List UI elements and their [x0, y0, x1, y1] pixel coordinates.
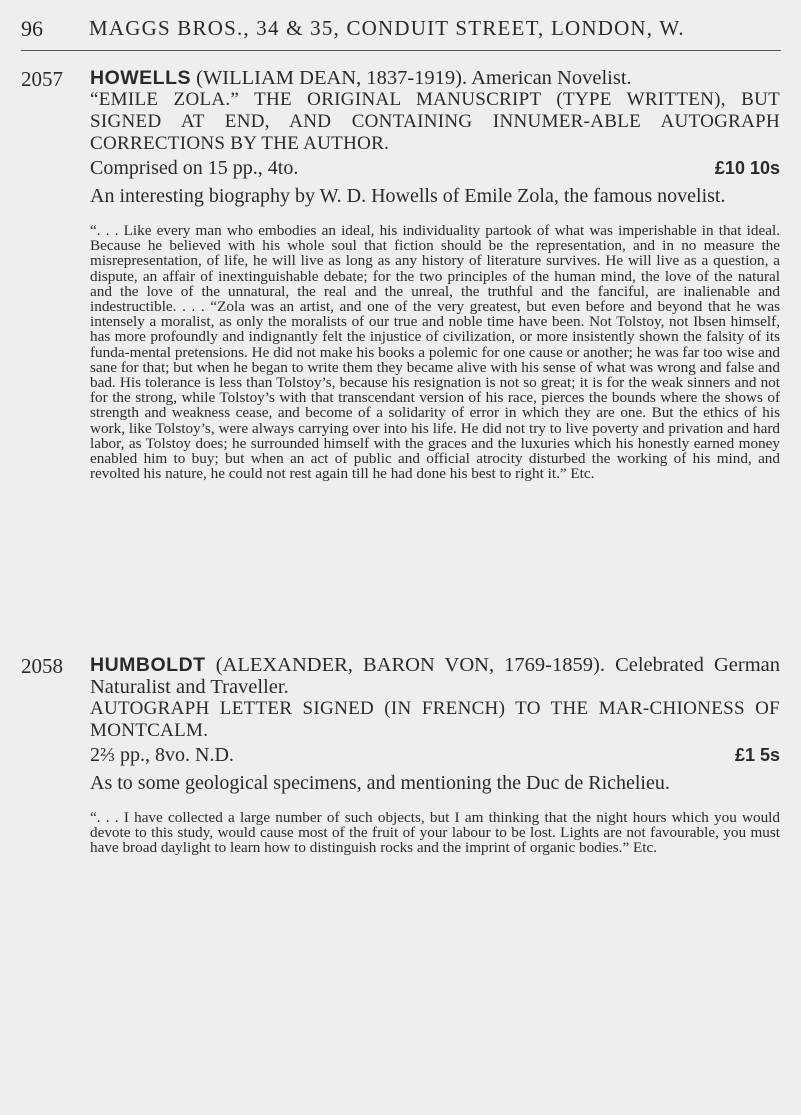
- lot-number: 2057: [21, 67, 63, 91]
- item-format: 2⅔ pp., 8vo. N.D.: [90, 744, 234, 766]
- item-format: Comprised on 15 pp., 4to.: [90, 157, 299, 179]
- item-quote: “. . . Like every man who embodies an ideal, his individuality partook of what was imperishable in that ideal. Because he believed with his whole soul that fiction should be the representation, and in no measure the misrepresentation, of life, he will live as long as any history of literature survives. He will live as a question, a dispute, an affair of inextinguishable debate; for the two principles of the human mind, the love of the natural and the love of the unnatural, the real and the unreal, the truthful and the fanciful, are inalienable and indestructible. . . . “Zola was an artist, and one of the very greatest, but even before and beyond that he was intensely a moralist, as only the moralists of our true and noble time have been. Not Tolstoy, not Ibsen himself, has more profoundly and indignantly felt the injustice of civilization, or more insistently shown the falsity of its funda-mental pretensions. He did not make his books a polemic for one cause or another; he was far too wise and sane for that; but when he began to write them they became alive with his sense of what was wrong and false and bad. His tolerance is less than Tolstoy’s, because his resignation is not so great; it is for the weak sinners and not for the strong, while Tolstoy’s with that transcendant version of his race, pierces the bounds where the shows of strength and weakness cease, and become of a solidarity of error in which they are one. But the ethics of his work, like Tolstoy’s, were always carrying over into his life. He did not try to live poverty and privation and hard labor, as Tolstoy does; he surrounded himself with the graces and the luxuries which his honestly earned money enabled him to buy; but when an act of public and official atrocity disturbed the working of his mind, and revolted his nature, he could not rest again till he had done his best to right it.” Etc.: [90, 222, 780, 483]
- author-details: (ALEXANDER, BARON VON, 1769-1859). Celebrated German Naturalist and Traveller.: [90, 654, 780, 698]
- lot-number: 2058: [21, 654, 63, 678]
- running-title: MAGGS BROS., 34 & 35, CONDUIT STREET, LONDON, W.: [89, 16, 685, 40]
- author-name: HUMBOLDT: [90, 654, 206, 676]
- item-price: £10 10s: [714, 158, 780, 178]
- author-details: (WILLIAM DEAN, 1837-1919). American Novelist.: [191, 67, 632, 89]
- item-quote: “. . . I have collected a large number of such objects, but I am thinking that the night hours which you would devote to this study, would cause most of the fruit of your labour to be lost. Lights are not favourable, you must have broad daylight to learn how to distinguish rocks and the imprint of organic bodies.” Etc.: [90, 809, 780, 857]
- item-title: AUTOGRAPH LETTER SIGNED (IN FRENCH) TO THE MAR-CHIONESS OF MONTCALM.: [90, 698, 780, 741]
- entry-body: [90, 654, 780, 856]
- page-number: 96: [21, 16, 43, 41]
- page-header: [21, 14, 781, 51]
- entry-heading: [90, 654, 780, 698]
- item-description-line: [90, 744, 780, 766]
- item-description-line: [90, 157, 780, 179]
- author-name: HOWELLS: [90, 67, 191, 89]
- item-price: £1 5s: [734, 745, 780, 765]
- item-note: An interesting biography by W. D. Howells of Emile Zola, the famous novelist.: [90, 185, 726, 207]
- entry-body: [90, 67, 780, 481]
- item-note: As to some geological specimens, and mentioning the Duc de Richelieu.: [90, 772, 670, 794]
- entry-heading: [90, 67, 780, 89]
- item-title: “EMILE ZOLA.” THE ORIGINAL MANUSCRIPT (TYPE WRITTEN), BUT SIGNED AT END, AND CONTAINING INNUMER-ABLE AUTOGRAPH CORRECTIONS BY THE AUTHOR.: [90, 89, 780, 154]
